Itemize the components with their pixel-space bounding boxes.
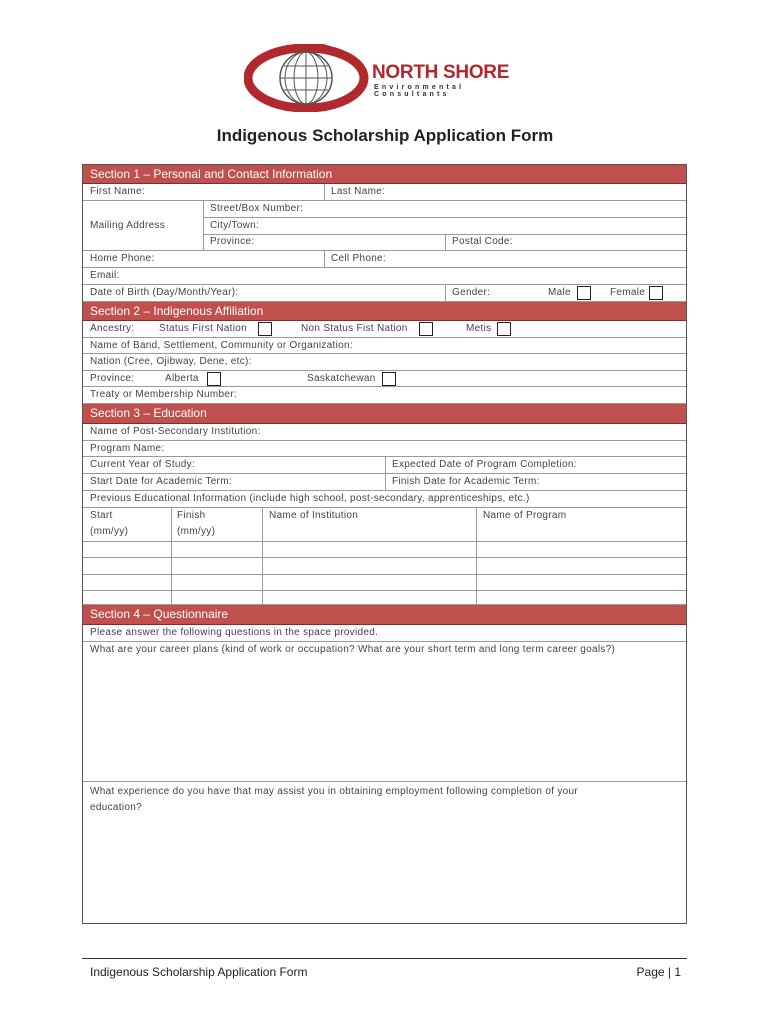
section-4-header: Section 4 – Questionnaire [83,605,686,625]
instructions-row [83,625,686,642]
phone-row [83,251,686,268]
study-year-row [83,457,686,474]
last-name-field[interactable]: Last Name: [331,186,386,197]
name-row [83,184,686,201]
previous-education-label: Previous Educational Information (include high school, post-secondary, apprenticeships, etc.) [90,493,530,504]
cell-phone-field[interactable]: Cell Phone: [331,253,386,264]
treaty-field[interactable]: Treaty or Membership Number: [90,389,237,400]
question-1-box[interactable] [83,642,686,782]
question-2-text-line2: education? [90,802,142,813]
dob-gender-row [83,285,686,302]
male-label: Male [548,287,571,298]
term-dates-row [83,474,686,491]
program-field[interactable]: Program Name: [90,443,165,454]
education-table-header [83,508,686,542]
status-first-nation-label: Status First Nation [159,323,247,334]
metis-checkbox[interactable] [497,322,511,336]
question-2-box[interactable] [83,782,686,924]
finish-date-field[interactable]: Finish Date for Academic Term: [392,476,540,487]
current-year-field[interactable]: Current Year of Study: [90,459,195,470]
company-logo [244,44,534,112]
province-field[interactable]: Province: [210,236,255,247]
start-date-field[interactable]: Start Date for Academic Term: [90,476,232,487]
province-label: Province: [90,373,135,384]
saskatchewan-label: Saskatchewan [307,373,376,384]
program-header: Name of Program [483,510,567,521]
gender-label: Gender: [452,287,491,298]
city-field[interactable]: City/Town: [210,220,260,231]
ancestry-label: Ancestry: [90,323,135,334]
instructions-text: Please answer the following questions in the space provided. [90,627,379,638]
male-checkbox[interactable] [577,286,591,300]
nation-field[interactable]: Nation (Cree, Ojibway, Dene, etc): [90,356,252,367]
email-row [83,268,686,285]
institution-row [83,424,686,441]
mailing-address-label: Mailing Address [90,220,166,231]
saskatchewan-checkbox[interactable] [382,372,396,386]
previous-education-row [83,491,686,508]
table-row[interactable] [83,558,686,575]
province-row [83,371,686,387]
brand-tagline: Environmental Consultants [374,84,465,98]
status-first-nation-checkbox[interactable] [258,322,272,336]
question-2-text-line1: What experience do you have that may assist you in obtaining employment following completion of your [90,786,579,797]
section-3-header: Section 3 – Education [83,404,686,424]
mailing-address-block [83,201,686,251]
institution-header: Name of Institution [269,510,359,521]
finish-header: Finish [177,510,206,521]
female-label: Female [610,287,646,298]
table-row[interactable] [83,575,686,591]
program-row [83,441,686,457]
section-2-header: Section 2 – Indigenous Affiliation [83,302,686,321]
nation-row [83,354,686,371]
first-name-field[interactable]: First Name: [90,186,145,197]
treaty-row [83,387,686,404]
institution-field[interactable]: Name of Post-Secondary Institution: [90,426,261,437]
email-field[interactable]: Email: [90,270,120,281]
non-status-label: Non Status Fist Nation [301,323,408,334]
page-number: Page | 1 [636,965,681,979]
application-form [82,164,687,924]
table-row[interactable] [83,591,686,605]
question-1-text: What are your career plans (kind of work or occupation? What are your short term and long term career goals?) [90,644,616,655]
dob-field[interactable]: Date of Birth (Day/Month/Year): [90,287,239,298]
non-status-checkbox[interactable] [419,322,433,336]
table-row[interactable] [83,542,686,558]
alberta-checkbox[interactable] [207,372,221,386]
page-title: Indigenous Scholarship Application Form [216,126,554,145]
page-footer [82,958,687,979]
section-1-header: Section 1 – Personal and Contact Information [83,165,686,184]
start-format: (mm/yy) [90,526,129,537]
metis-label: Metis [466,323,492,334]
band-row [83,338,686,354]
expected-completion-field[interactable]: Expected Date of Program Completion: [392,459,577,470]
ancestry-row [83,321,686,338]
alberta-label: Alberta [165,373,199,384]
start-header: Start [90,510,113,521]
female-checkbox[interactable] [649,286,663,300]
finish-format: (mm/yy) [177,526,216,537]
home-phone-field[interactable]: Home Phone: [90,253,155,264]
footer-title: Indigenous Scholarship Application Form [90,965,308,979]
brand-name: NORTH SHORE [372,62,510,83]
band-field[interactable]: Name of Band, Settlement, Community or Organization: [90,340,353,351]
postal-code-field[interactable]: Postal Code: [452,236,513,247]
street-field[interactable]: Street/Box Number: [210,203,304,214]
